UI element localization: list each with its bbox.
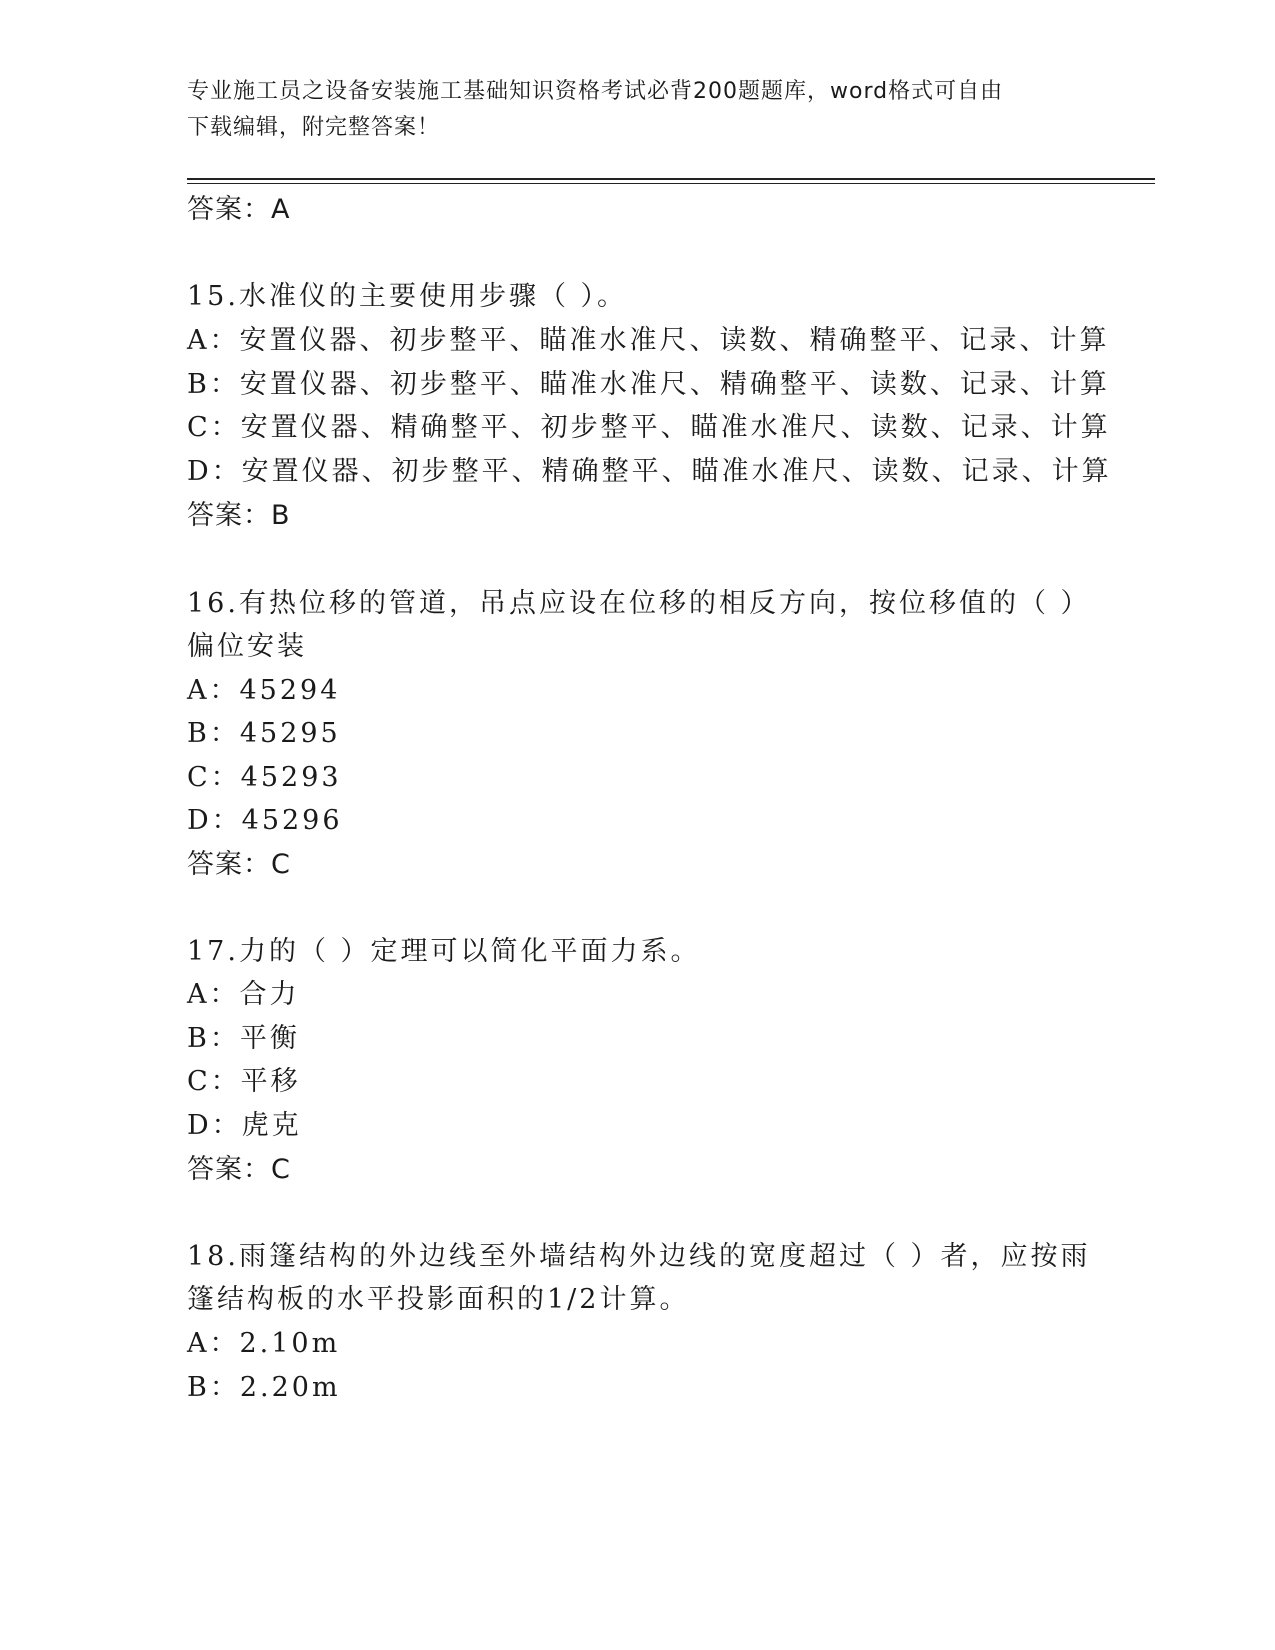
- question-17-option-b: B：平衡: [187, 1023, 300, 1054]
- question-16-option-b: B：45295: [187, 718, 341, 749]
- question-18-stem-line-2: 篷结构板的水平投影面积的1/2计算。: [187, 1284, 690, 1315]
- header-line-1: 专业施工员之设备安装施工基础知识资格考试必背200题题库，word格式可自由: [187, 79, 1004, 104]
- header-line-2: 下载编辑，附完整答案！: [187, 115, 441, 140]
- question-15-option-b: B：安置仪器、初步整平、瞄准水准尺、精确整平、读数、记录、计算: [187, 369, 1110, 400]
- question-15-stem: 15.水准仪的主要使用步骤（ ）。: [187, 281, 628, 312]
- question-15-option-d: D：安置仪器、初步整平、精确整平、瞄准水准尺、读数、记录、计算: [187, 456, 1112, 487]
- page-header: [187, 74, 1067, 146]
- question-17-stem: 17.力的（ ）定理可以简化平面力系。: [187, 936, 701, 967]
- question-16-answer: 答案：C: [187, 849, 291, 880]
- question-16-stem-line-1: 16.有热位移的管道，吊点应设在位移的相反方向，按位移值的（ ）: [187, 588, 1091, 619]
- question-17-option-c: C：平移: [187, 1066, 301, 1097]
- question-18-option-b: B：2.20m: [187, 1372, 341, 1403]
- question-16-option-d: D：45296: [187, 805, 343, 836]
- header-rule: [187, 178, 1155, 180]
- question-16-stem-line-2: 偏位安装: [187, 631, 307, 662]
- question-15-option-a: A：安置仪器、初步整平、瞄准水准尺、读数、精确整平、记录、计算: [187, 325, 1110, 356]
- question-17-answer: 答案：C: [187, 1154, 291, 1185]
- question-17-option-d: D：虎克: [187, 1110, 302, 1141]
- question-18-stem-line-1: 18.雨篷结构的外边线至外墙结构外边线的宽度超过（ ）者，应按雨: [187, 1241, 1091, 1272]
- header-rule-thin: [187, 183, 1155, 184]
- question-16-option-a: A：45294: [187, 675, 341, 706]
- question-16-option-c: C：45293: [187, 762, 342, 793]
- question-18-option-a: A：2.10m: [187, 1328, 341, 1359]
- answer-prev: 答案：A: [187, 194, 291, 225]
- question-15-option-c: C：安置仪器、精确整平、初步整平、瞄准水准尺、读数、记录、计算: [187, 412, 1111, 443]
- question-15-answer: 答案：B: [187, 500, 291, 531]
- question-17-option-a: A：合力: [187, 979, 300, 1010]
